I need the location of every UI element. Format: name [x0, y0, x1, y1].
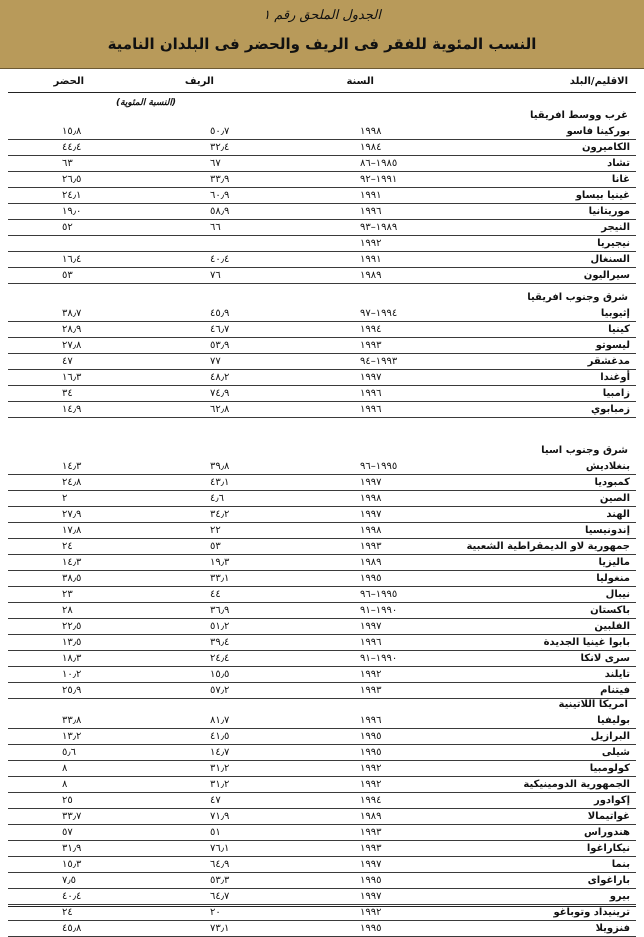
rural-cell: ٤٥٫٩: [210, 308, 230, 319]
urban-cell: ١٤٫٩: [62, 404, 82, 415]
column-header-year: السنة: [346, 76, 374, 87]
urban-cell: ١٣٫٢: [62, 731, 82, 742]
year-cell: ١٩٩٣: [360, 685, 382, 696]
title-banner: [0, 0, 644, 69]
urban-cell: ٢٤: [62, 541, 73, 552]
year-cell: ١٩٩٦: [360, 388, 382, 399]
year-cell: ١٩٩٣: [360, 541, 382, 552]
rural-cell: ٥١: [210, 827, 221, 838]
region-section: [8, 108, 636, 284]
urban-cell: ٢٣: [62, 589, 73, 600]
urban-cell: ٢٨: [62, 605, 73, 616]
country-cell: الجمهورية الدومينيكية: [523, 779, 630, 790]
country-cell: بوليفيا: [597, 715, 630, 726]
country-cell: غينيا بيساو: [575, 190, 630, 201]
rural-cell: ٥٨٫٩: [210, 206, 230, 217]
year-cell: ١٩٩٦: [360, 637, 382, 648]
year-cell: ١٩٨٩: [360, 270, 382, 281]
table-row: [8, 475, 636, 491]
column-header-region: الاقليم/البلد: [569, 76, 628, 87]
year-cell: ١٩٩٣–٩٤: [360, 356, 398, 367]
urban-cell: ١٥٫٨: [62, 126, 82, 137]
rural-cell: ١٩٫٣: [210, 557, 230, 568]
rural-cell: ٧٦: [210, 270, 221, 281]
rural-cell: ٥٣٫٩: [210, 340, 230, 351]
table-row: [8, 539, 636, 555]
rural-cell: ٤٦٫٧: [210, 324, 230, 335]
year-cell: ١٩٩٧: [360, 509, 382, 520]
urban-cell: ١٤٫٣: [62, 461, 82, 472]
year-cell: ١٩٩٧: [360, 891, 382, 902]
rural-cell: ١٥٫٥: [210, 669, 230, 680]
country-cell: نيبال: [605, 589, 630, 600]
year-cell: ١٩٨٤: [360, 142, 382, 153]
rural-cell: ٥٣: [210, 541, 221, 552]
urban-cell: ٣١٫٩: [62, 843, 82, 854]
country-cell: منغوليا: [596, 573, 630, 584]
rural-cell: ٦٢٫٨: [210, 404, 230, 415]
table-title: النسب المئوية للفقر فى الريف والحضر فى البلدان النامية: [107, 35, 537, 53]
region-title: امريكا اللاتينية: [558, 699, 628, 710]
country-cell: الفلبين: [594, 621, 630, 632]
table-row: [8, 635, 636, 651]
country-cell: بنغلاديش: [585, 461, 630, 472]
urban-cell: ٣٣٫٧: [62, 811, 82, 822]
urban-cell: ٢٥: [62, 795, 73, 806]
table-row: [8, 172, 636, 188]
table-row: [8, 402, 636, 418]
urban-cell: ١٧٫٨: [62, 525, 82, 536]
country-cell: البرازيل: [590, 731, 630, 742]
country-cell: بابوا غينيا الجديدة: [543, 637, 630, 648]
country-cell: الصين: [599, 493, 630, 504]
year-cell: ١٩٩٣: [360, 340, 382, 351]
rural-cell: ٢٠: [210, 907, 221, 918]
region-section: [8, 290, 636, 418]
bottom-divider: [8, 906, 636, 907]
table-row: [8, 729, 636, 745]
urban-cell: ١٦٫٣: [62, 372, 82, 383]
year-cell: ١٩٩٤–٩٧: [360, 308, 398, 319]
rural-cell: ٣١٫٢: [210, 763, 230, 774]
year-cell: ١٩٩٤: [360, 795, 382, 806]
table-row: [8, 921, 636, 937]
country-cell: كولومبيا: [589, 763, 630, 774]
urban-cell: ٥٧: [62, 827, 73, 838]
year-cell: ١٩٩٦: [360, 206, 382, 217]
rural-cell: ٥٣٫٣: [210, 875, 230, 886]
rural-cell: ٤٠٫٤: [210, 254, 230, 265]
table-row: [8, 188, 636, 204]
rural-cell: ٤٤: [210, 589, 221, 600]
table-row: [8, 156, 636, 172]
column-header-urban: الحضر: [53, 76, 84, 87]
table-row: [8, 651, 636, 667]
urban-cell: ٢٤: [62, 907, 73, 918]
table-row: [8, 386, 636, 402]
rural-cell: ٣٦٫٩: [210, 605, 230, 616]
region-section: [8, 697, 636, 937]
country-cell: الكاميرون: [582, 142, 630, 153]
region-title: شرق وجنوب اسيا: [541, 445, 628, 456]
urban-cell: ٢٧٫٨: [62, 340, 82, 351]
urban-cell: ٢٧٫٩: [62, 509, 82, 520]
urban-cell: ٣٨٫٥: [62, 573, 82, 584]
country-cell: السنغال: [590, 254, 630, 265]
country-cell: باراغواى: [587, 875, 630, 886]
year-cell: ١٩٨٩: [360, 557, 382, 568]
rural-cell: ٤١٫٥: [210, 731, 230, 742]
table-caption: الجدول الملحق رقم ١: [263, 8, 381, 23]
year-cell: ١٩٨٥–٨٦: [360, 158, 398, 169]
rural-cell: ٤٣٫١: [210, 477, 230, 488]
table-row: [8, 619, 636, 635]
table-row: [8, 124, 636, 140]
urban-cell: ٣٤: [62, 388, 73, 399]
urban-cell: ٤٧: [62, 356, 73, 367]
urban-cell: ١٦٫٤: [62, 254, 82, 265]
rural-cell: ٤٧: [210, 795, 221, 806]
rural-cell: ٤٫٦: [210, 493, 224, 504]
table-row: [8, 555, 636, 571]
table-row: [8, 761, 636, 777]
country-cell: سرى لانكا: [580, 653, 630, 664]
urban-cell: ٦٣: [62, 158, 73, 169]
table-row: [8, 841, 636, 857]
urban-cell: ٢٢٫٥: [62, 621, 82, 632]
table-row: [8, 491, 636, 507]
table-row: [8, 713, 636, 729]
year-cell: ١٩٩٠–٩١: [360, 653, 398, 664]
year-cell: ١٩٩٣: [360, 843, 382, 854]
urban-cell: ٥٢: [62, 222, 73, 233]
year-cell: ١٩٩٦: [360, 404, 382, 415]
rural-cell: ٦٤٫٩: [210, 859, 230, 870]
country-cell: سيراليون: [583, 270, 630, 281]
rural-cell: ١٤٫٧: [210, 747, 230, 758]
urban-cell: ٤٠٫٤: [62, 891, 82, 902]
urban-cell: ٤٤٫٤: [62, 142, 82, 153]
year-cell: ١٩٩٢: [360, 669, 382, 680]
rural-cell: ٧٧: [210, 356, 221, 367]
rural-cell: ٣٣٫١: [210, 573, 230, 584]
year-cell: ١٩٨٩–٩٣: [360, 222, 398, 233]
header-divider: [8, 92, 636, 93]
year-cell: ١٩٩٨: [360, 525, 382, 536]
table-row: [8, 523, 636, 539]
unit-note: (النسبة المئوية): [115, 98, 176, 108]
urban-cell: ١٩٫٠: [62, 206, 82, 217]
urban-cell: ٢: [62, 493, 68, 504]
rural-cell: ٦٤٫٧: [210, 891, 230, 902]
country-cell: أوغندا: [600, 372, 630, 383]
year-cell: ١٩٩٥–٩٦: [360, 589, 398, 600]
urban-cell: ٢٤٫١: [62, 190, 82, 201]
urban-cell: ٤٥٫٨: [62, 923, 82, 934]
country-cell: غواتيمالا: [587, 811, 630, 822]
urban-cell: ٢٥٫٩: [62, 685, 82, 696]
country-cell: ترينيداد وتوباغو: [553, 907, 630, 918]
column-header-rural: الريف: [184, 76, 214, 87]
country-cell: إندونيسيا: [584, 525, 630, 536]
year-cell: ١٩٩٥: [360, 573, 382, 584]
year-cell: ١٩٩٦: [360, 715, 382, 726]
rural-cell: ٣٩٫٨: [210, 461, 230, 472]
table-row: [8, 338, 636, 354]
year-cell: ١٩٩٥–٩٦: [360, 461, 398, 472]
rural-cell: ٣٣٫٩: [210, 174, 230, 185]
country-cell: بوركينا فاسو: [566, 126, 630, 137]
region-section: [8, 443, 636, 699]
table-row: [8, 603, 636, 619]
country-cell: هندوراس: [584, 827, 630, 838]
year-cell: ١٩٩٧: [360, 372, 382, 383]
year-cell: ١٩٩٢: [360, 779, 382, 790]
country-cell: فنزويلا: [595, 923, 630, 934]
rural-cell: ٦٦: [210, 222, 221, 233]
country-cell: زامبيا: [602, 388, 630, 399]
year-cell: ١٩٩٨: [360, 126, 382, 137]
year-cell: ١٩٩٠–٩١: [360, 605, 398, 616]
country-cell: غانا: [611, 174, 630, 185]
country-cell: موريتانيا: [588, 206, 630, 217]
region-title: غرب ووسط افريقيا: [529, 110, 628, 121]
year-cell: ١٩٩١: [360, 254, 382, 265]
table-row: [8, 268, 636, 284]
table-row: [8, 306, 636, 322]
country-cell: ماليزيا: [598, 557, 630, 568]
urban-cell: ٢٦٫٥: [62, 174, 82, 185]
rural-cell: ٥٠٫٧: [210, 126, 230, 137]
rural-cell: ٦٠٫٩: [210, 190, 230, 201]
urban-cell: ٨: [62, 779, 68, 790]
urban-cell: ٥٣: [62, 270, 73, 281]
year-cell: ١٩٩٥: [360, 923, 382, 934]
urban-cell: ٥٫٦: [62, 747, 76, 758]
table-row: [8, 667, 636, 683]
country-cell: بنما: [611, 859, 630, 870]
table-row: [8, 236, 636, 252]
year-cell: ١٩٩٤: [360, 324, 382, 335]
country-cell: كمبوديا: [594, 477, 630, 488]
rural-cell: ٣٩٫٤: [210, 637, 230, 648]
table-row: [8, 857, 636, 873]
country-cell: باكستان: [590, 605, 630, 616]
urban-cell: ٨: [62, 763, 68, 774]
urban-cell: ١٣٫٥: [62, 637, 82, 648]
year-cell: ١٩٩٢: [360, 238, 382, 249]
table-row: [8, 905, 636, 921]
country-cell: نيكاراغوا: [586, 843, 630, 854]
country-cell: النيجر: [601, 222, 630, 233]
table-row: [8, 889, 636, 905]
rural-cell: ٣١٫٢: [210, 779, 230, 790]
year-cell: ١٩٩٢: [360, 907, 382, 918]
country-cell: مدغشقر: [587, 356, 630, 367]
country-cell: كينيا: [608, 324, 630, 335]
table-row: [8, 252, 636, 268]
rural-cell: ٥٧٫٢: [210, 685, 230, 696]
rural-cell: ٧١٫٩: [210, 811, 230, 822]
rural-cell: ٧٤٫٩: [210, 388, 230, 399]
table-row: [8, 873, 636, 889]
rural-cell: ٥١٫٢: [210, 621, 230, 632]
table-row: [8, 459, 636, 475]
rural-cell: ٧٦٫١: [210, 843, 230, 854]
country-cell: إثيوبيا: [600, 308, 630, 319]
table-row: [8, 354, 636, 370]
country-cell: زمبابوي: [591, 404, 630, 415]
country-cell: الهند: [606, 509, 630, 520]
country-cell: فيتنام: [600, 685, 630, 696]
table-row: [8, 587, 636, 603]
urban-cell: ٢٤٫٨: [62, 477, 82, 488]
urban-cell: ١٤٫٣: [62, 557, 82, 568]
year-cell: ١٩٩١: [360, 190, 382, 201]
year-cell: ١٩٩١–٩٢: [360, 174, 398, 185]
rural-cell: ٢٢: [210, 525, 221, 536]
rural-cell: ٢٤٫٤: [210, 653, 230, 664]
urban-cell: ٢٨٫٩: [62, 324, 82, 335]
table-row: [8, 220, 636, 236]
country-cell: نيجيريا: [597, 238, 630, 249]
urban-cell: ٧٫٥: [62, 875, 76, 886]
rural-cell: ٣٤٫٢: [210, 509, 230, 520]
table-row: [8, 507, 636, 523]
urban-cell: ٣٨٫٧: [62, 308, 82, 319]
urban-cell: ١٠٫٢: [62, 669, 82, 680]
country-cell: إكوادور: [593, 795, 630, 806]
region-title: شرق وجنوب افريقيا: [527, 292, 628, 303]
year-cell: ١٩٩٧: [360, 859, 382, 870]
country-cell: شيلى: [601, 747, 630, 758]
urban-cell: ٣٣٫٨: [62, 715, 82, 726]
table-row: [8, 140, 636, 156]
year-cell: ١٩٨٩: [360, 811, 382, 822]
year-cell: ١٩٩٥: [360, 731, 382, 742]
table-row: [8, 777, 636, 793]
year-cell: ١٩٩٧: [360, 621, 382, 632]
year-cell: ١٩٩٨: [360, 493, 382, 504]
table-row: [8, 809, 636, 825]
country-cell: جمهورية لاو الديمقراطية الشعبية: [466, 541, 630, 552]
rural-cell: ٨١٫٧: [210, 715, 230, 726]
urban-cell: ١٥٫٣: [62, 859, 82, 870]
urban-cell: ١٨٫٣: [62, 653, 82, 664]
table-row: [8, 571, 636, 587]
table-row: [8, 204, 636, 220]
table-row: [8, 322, 636, 338]
year-cell: ١٩٩٥: [360, 875, 382, 886]
rural-cell: ٦٧: [210, 158, 221, 169]
country-cell: تشاد: [607, 158, 630, 169]
year-cell: ١٩٩٣: [360, 827, 382, 838]
rural-cell: ٧٣٫١: [210, 923, 230, 934]
country-cell: تايلند: [604, 669, 630, 680]
year-cell: ١٩٩٧: [360, 477, 382, 488]
table-row: [8, 825, 636, 841]
year-cell: ١٩٩٢: [360, 763, 382, 774]
table-row: [8, 793, 636, 809]
year-cell: ١٩٩٥: [360, 747, 382, 758]
rural-cell: ٣٢٫٤: [210, 142, 230, 153]
country-cell: ليسوتو: [595, 340, 630, 351]
table-row: [8, 370, 636, 386]
table-row: [8, 745, 636, 761]
rural-cell: ٤٨٫٢: [210, 372, 230, 383]
country-cell: بيرو: [609, 891, 630, 902]
